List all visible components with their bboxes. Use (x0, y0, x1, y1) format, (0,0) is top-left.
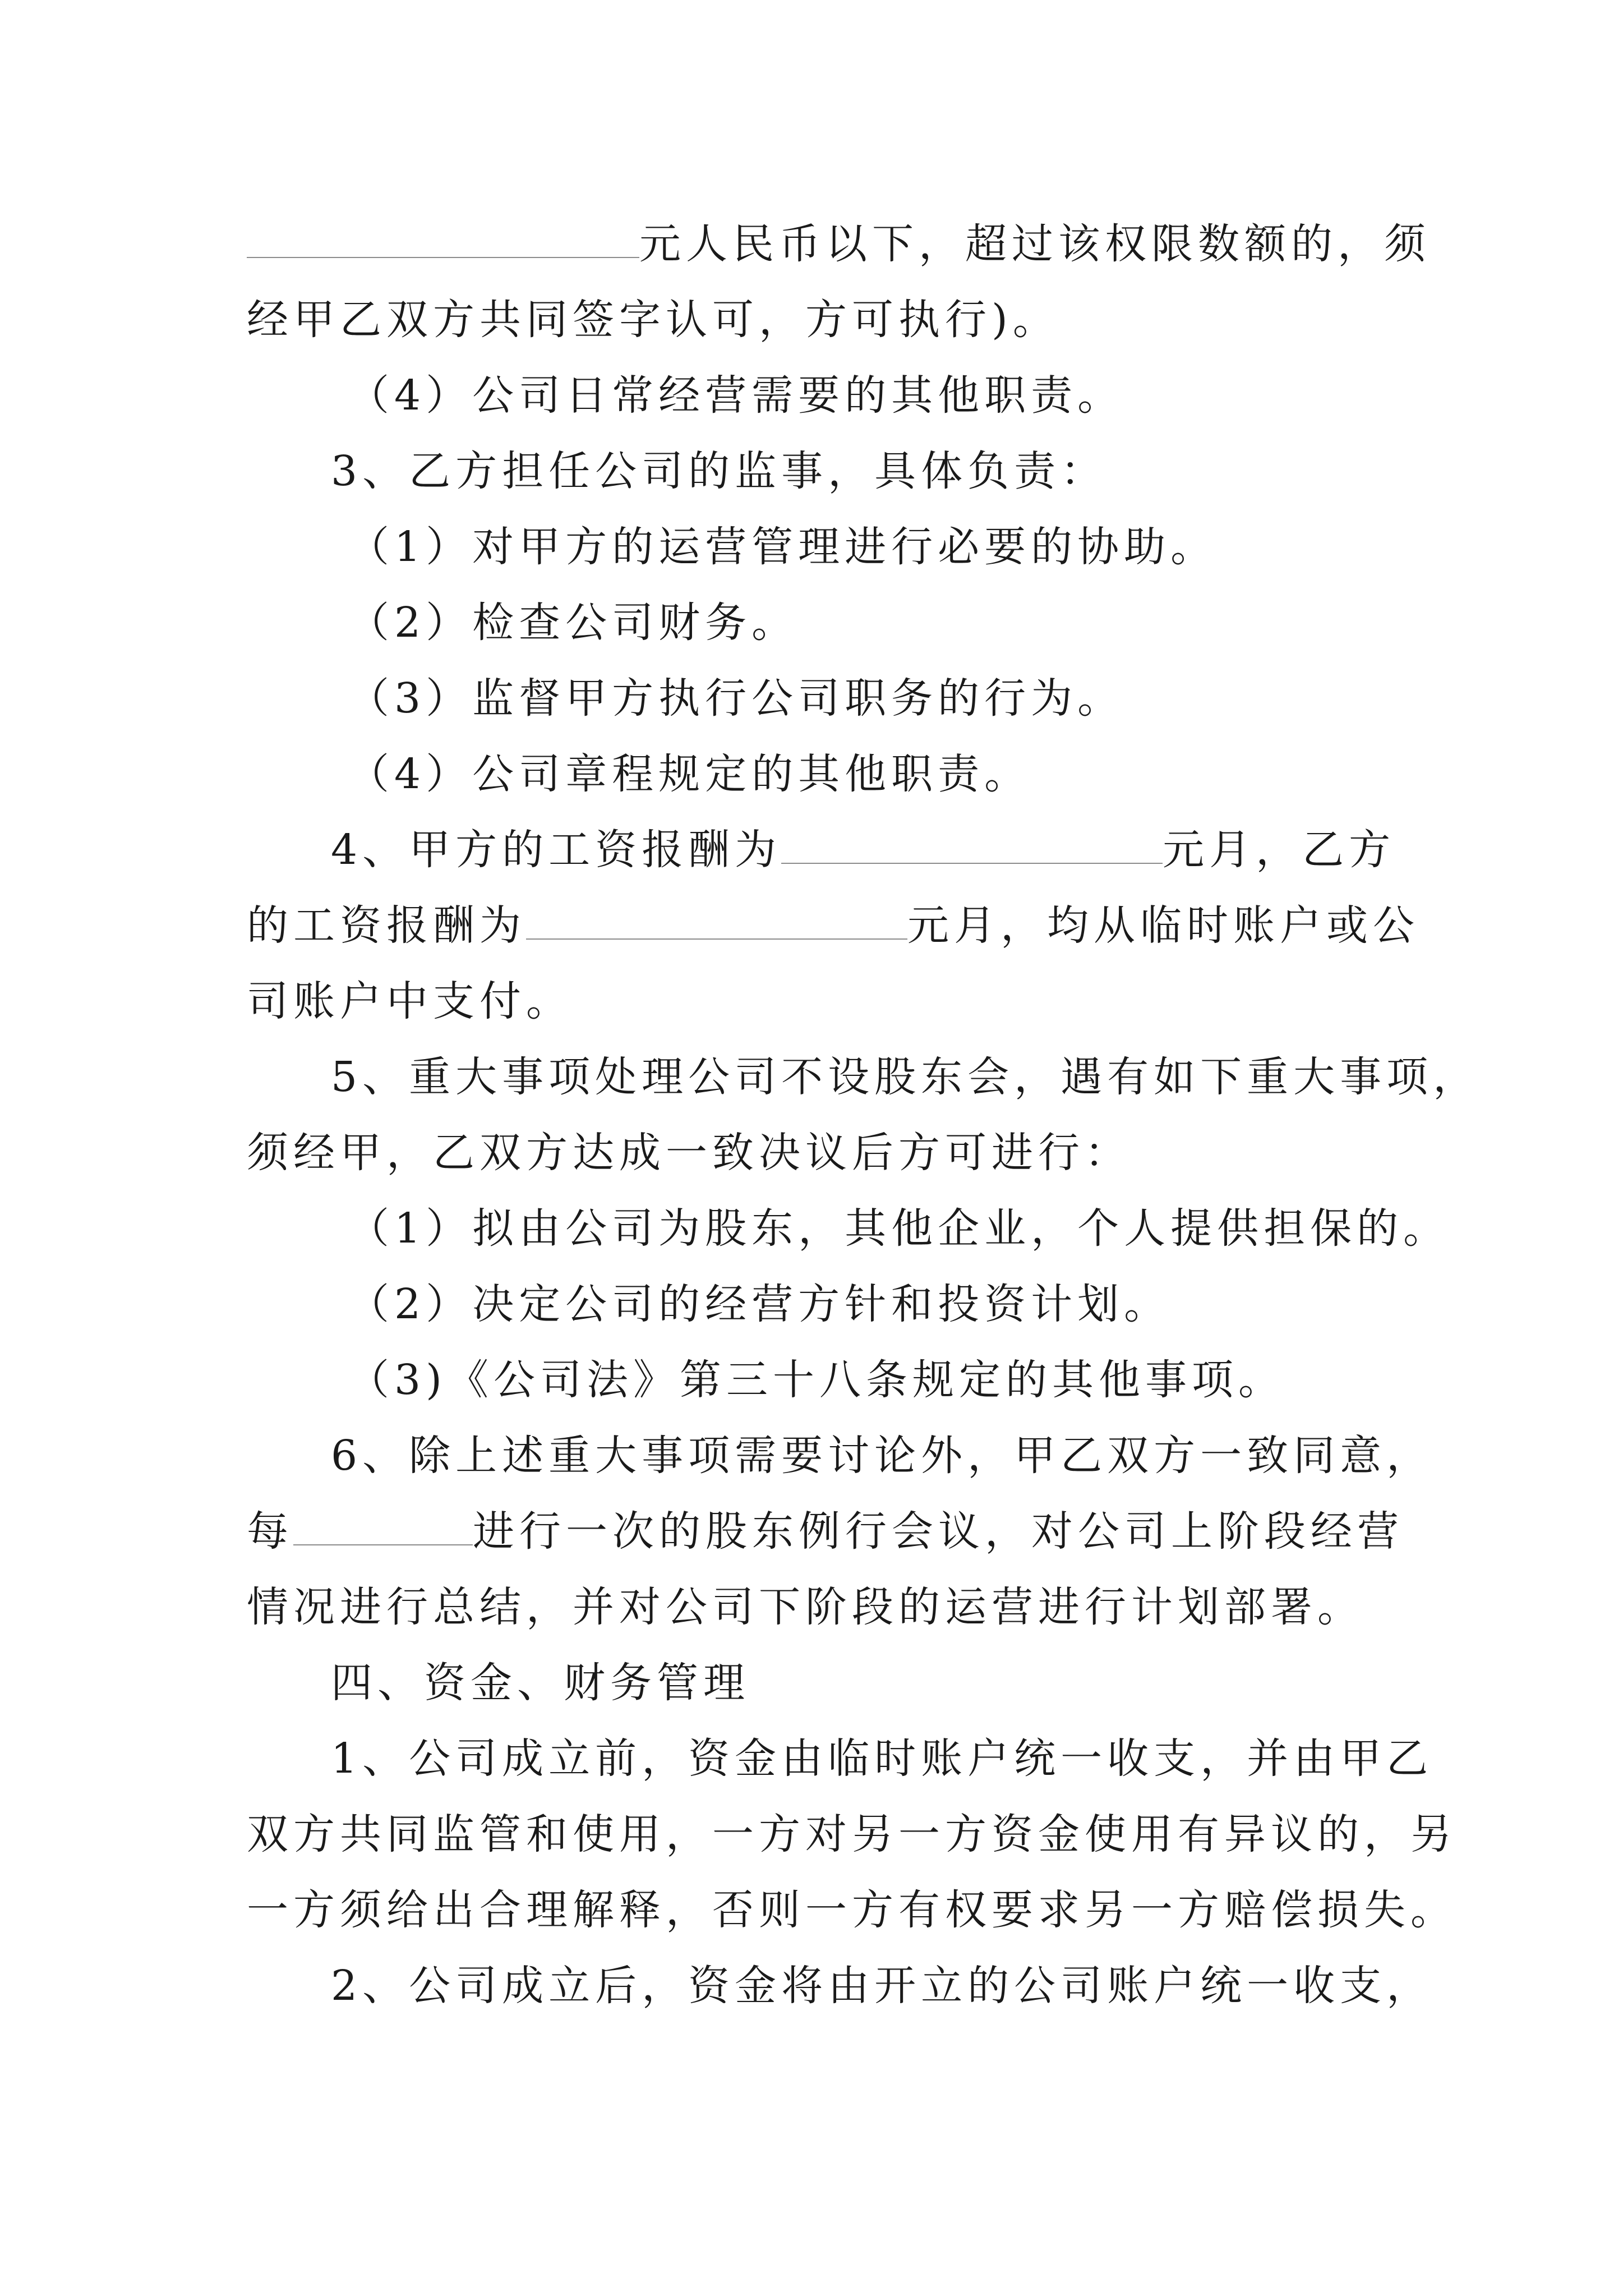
paragraph-line: 5、重大事项处理公司不设股东会，遇有如下重大事项， (331, 1053, 1480, 1101)
line-text: 进行一次的股东例行会议，对公司上阶段经营 (473, 1507, 1404, 1556)
list-item: （3)《公司法》第三十八条规定的其他事项。 (348, 1356, 1285, 1404)
paragraph-line: 须经甲，乙双方达成一致决议后方可进行： (247, 1129, 1131, 1177)
paragraph-line: 6、除上述重大事项需要讨论外，甲乙双方一致同意， (331, 1432, 1433, 1480)
list-item: （1）拟由公司为股东，其他企业，个人提供担保的。 (348, 1204, 1450, 1253)
paragraph-line (247, 1503, 1404, 1559)
paragraph-line (247, 898, 1419, 954)
fill-in-blank[interactable] (293, 1510, 473, 1545)
section-item-heading: 3、乙方担任公司的监事，具体负责： (331, 447, 1108, 495)
fill-in-blank[interactable] (781, 828, 1163, 864)
paragraph-line: 1、公司成立前，资金由临时账户统一收支，并由甲乙 (331, 1734, 1433, 1783)
section-heading: 四、资金、财务管理 (331, 1659, 750, 1707)
paragraph-line: 双方共同监管和使用，一方对另一方资金使用有异议的，另 (247, 1810, 1457, 1858)
paragraph-line: 一方须给出合理解释，否则一方有权要求另一方赔偿损失。 (247, 1886, 1457, 1934)
list-item: （1）对甲方的运营管理进行必要的协助。 (348, 523, 1218, 571)
line-text: 每 (247, 1507, 293, 1556)
paragraph-line: 经甲乙双方共同签字认可，方可执行)。 (247, 296, 1059, 344)
paragraph-line: 司账户中支付。 (247, 977, 573, 1025)
line-text: 元月，均从临时账户或公 (907, 901, 1419, 950)
list-item: （2）决定公司的经营方针和投资计划。 (348, 1280, 1171, 1328)
paragraph-line (331, 822, 1481, 878)
fill-in-blank[interactable] (247, 222, 639, 258)
line-text: 元人民币以下，超过该权限数额的，须 (639, 220, 1431, 268)
paragraph-line: 2、公司成立后，资金将由开立的公司账户统一收支， (331, 1962, 1433, 2010)
fill-in-blank[interactable] (526, 904, 907, 940)
list-item: （3）监督甲方执行公司职务的行为。 (348, 674, 1124, 723)
list-item: （2）检查公司财务。 (348, 599, 799, 647)
list-item: （4）公司章程规定的其他职责。 (348, 750, 1031, 798)
line-text: 4、甲方的工资报酬为 (331, 826, 782, 874)
line-text: 元月，乙方 (1163, 826, 1396, 874)
list-item: （4）公司日常经营需要的其他职责。 (348, 371, 1124, 420)
line-text: 的工资报酬为 (247, 901, 526, 950)
paragraph-line: 情况进行总结，并对公司下阶段的运营进行计划部署。 (247, 1583, 1364, 1631)
paragraph-line (247, 216, 1431, 272)
